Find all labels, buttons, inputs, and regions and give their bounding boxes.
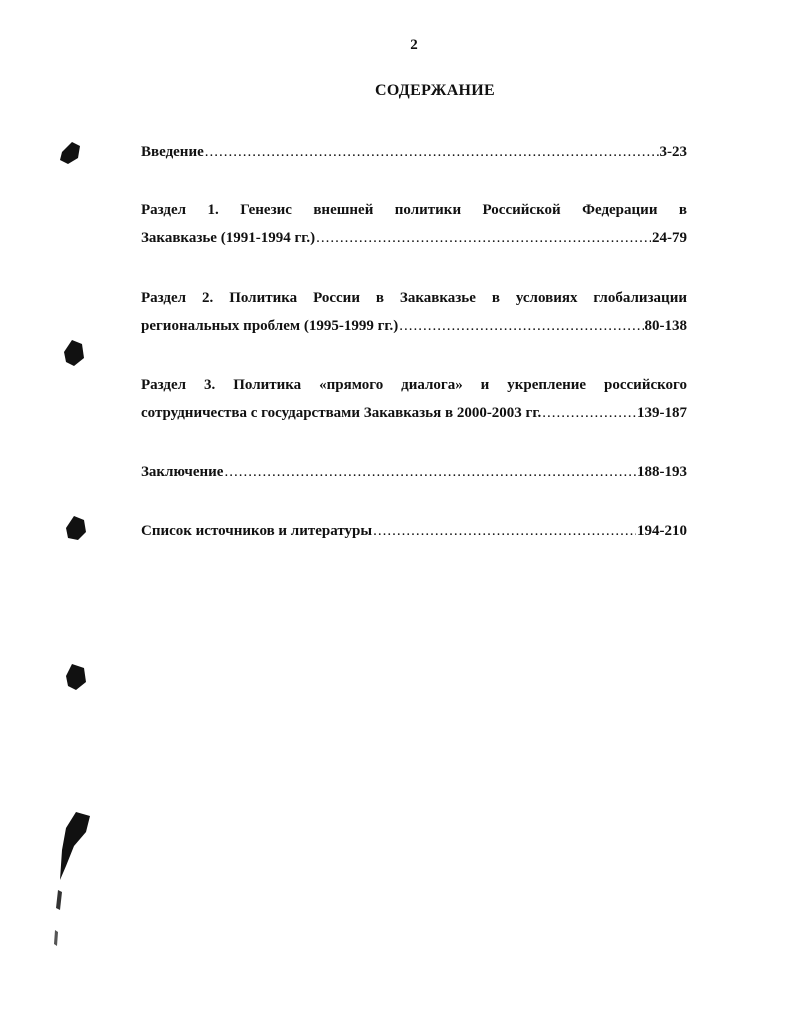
toc-entry-label: Список источников и литературы xyxy=(141,523,373,539)
toc-line xyxy=(141,517,687,545)
scan-blot xyxy=(66,664,86,690)
dot-leader xyxy=(205,138,659,166)
scan-speck xyxy=(54,930,58,946)
toc-entry-title-line: Закавказье (1991-1994 гг.) xyxy=(141,230,316,246)
dot-leader xyxy=(224,458,636,486)
toc-entry-title-line: Раздел 1. Генезис внешней политики Российской Федерации в xyxy=(141,202,687,218)
dot-leader xyxy=(542,399,636,427)
toc-entry-pages: 194-210 xyxy=(637,523,687,539)
toc-line xyxy=(141,224,687,252)
toc-line xyxy=(141,399,687,427)
toc-entry-pages: 139-187 xyxy=(637,405,687,421)
scan-blot xyxy=(64,340,84,366)
toc-entry-title-line: сотрудничества с государствами Закавказья в 2000-2003 гг. xyxy=(141,405,542,421)
toc-entry-label: Заключение xyxy=(141,464,224,480)
scan-speck xyxy=(56,890,62,910)
toc-line xyxy=(141,138,687,166)
dot-leader xyxy=(316,224,651,252)
toc-entry-label: Введение xyxy=(141,144,204,160)
toc-entry-section-1 xyxy=(141,196,687,252)
toc-entry-pages: 3-23 xyxy=(659,144,687,160)
toc-entry-pages: 188-193 xyxy=(637,464,687,480)
toc-entry-section-3 xyxy=(141,371,687,427)
page-title: СОДЕРЖАНИЕ xyxy=(374,82,496,99)
toc-entry-title-line: Раздел 3. Политика «прямого диалога» и укрепление российского xyxy=(141,377,687,393)
toc-entry-section-2 xyxy=(141,284,687,340)
toc-entry-pages: 24-79 xyxy=(652,230,687,246)
scan-blot xyxy=(60,812,90,880)
toc-entry-conclusion xyxy=(141,458,687,486)
dot-leader xyxy=(399,312,643,340)
toc-entry-intro xyxy=(141,138,687,166)
dot-leader xyxy=(373,517,636,545)
toc-entry-pages: 80-138 xyxy=(644,318,687,334)
scan-blot xyxy=(66,516,86,540)
toc-line xyxy=(141,458,687,486)
toc-line xyxy=(141,312,687,340)
toc-entry-title-line: Раздел 2. Политика России в Закавказье в условиях глобализации xyxy=(141,290,687,306)
page-number: 2 xyxy=(410,37,418,53)
toc-entry-title-line: региональных проблем (1995-1999 гг.) xyxy=(141,318,399,334)
toc-entry-references xyxy=(141,517,687,545)
scan-blot xyxy=(60,142,80,164)
